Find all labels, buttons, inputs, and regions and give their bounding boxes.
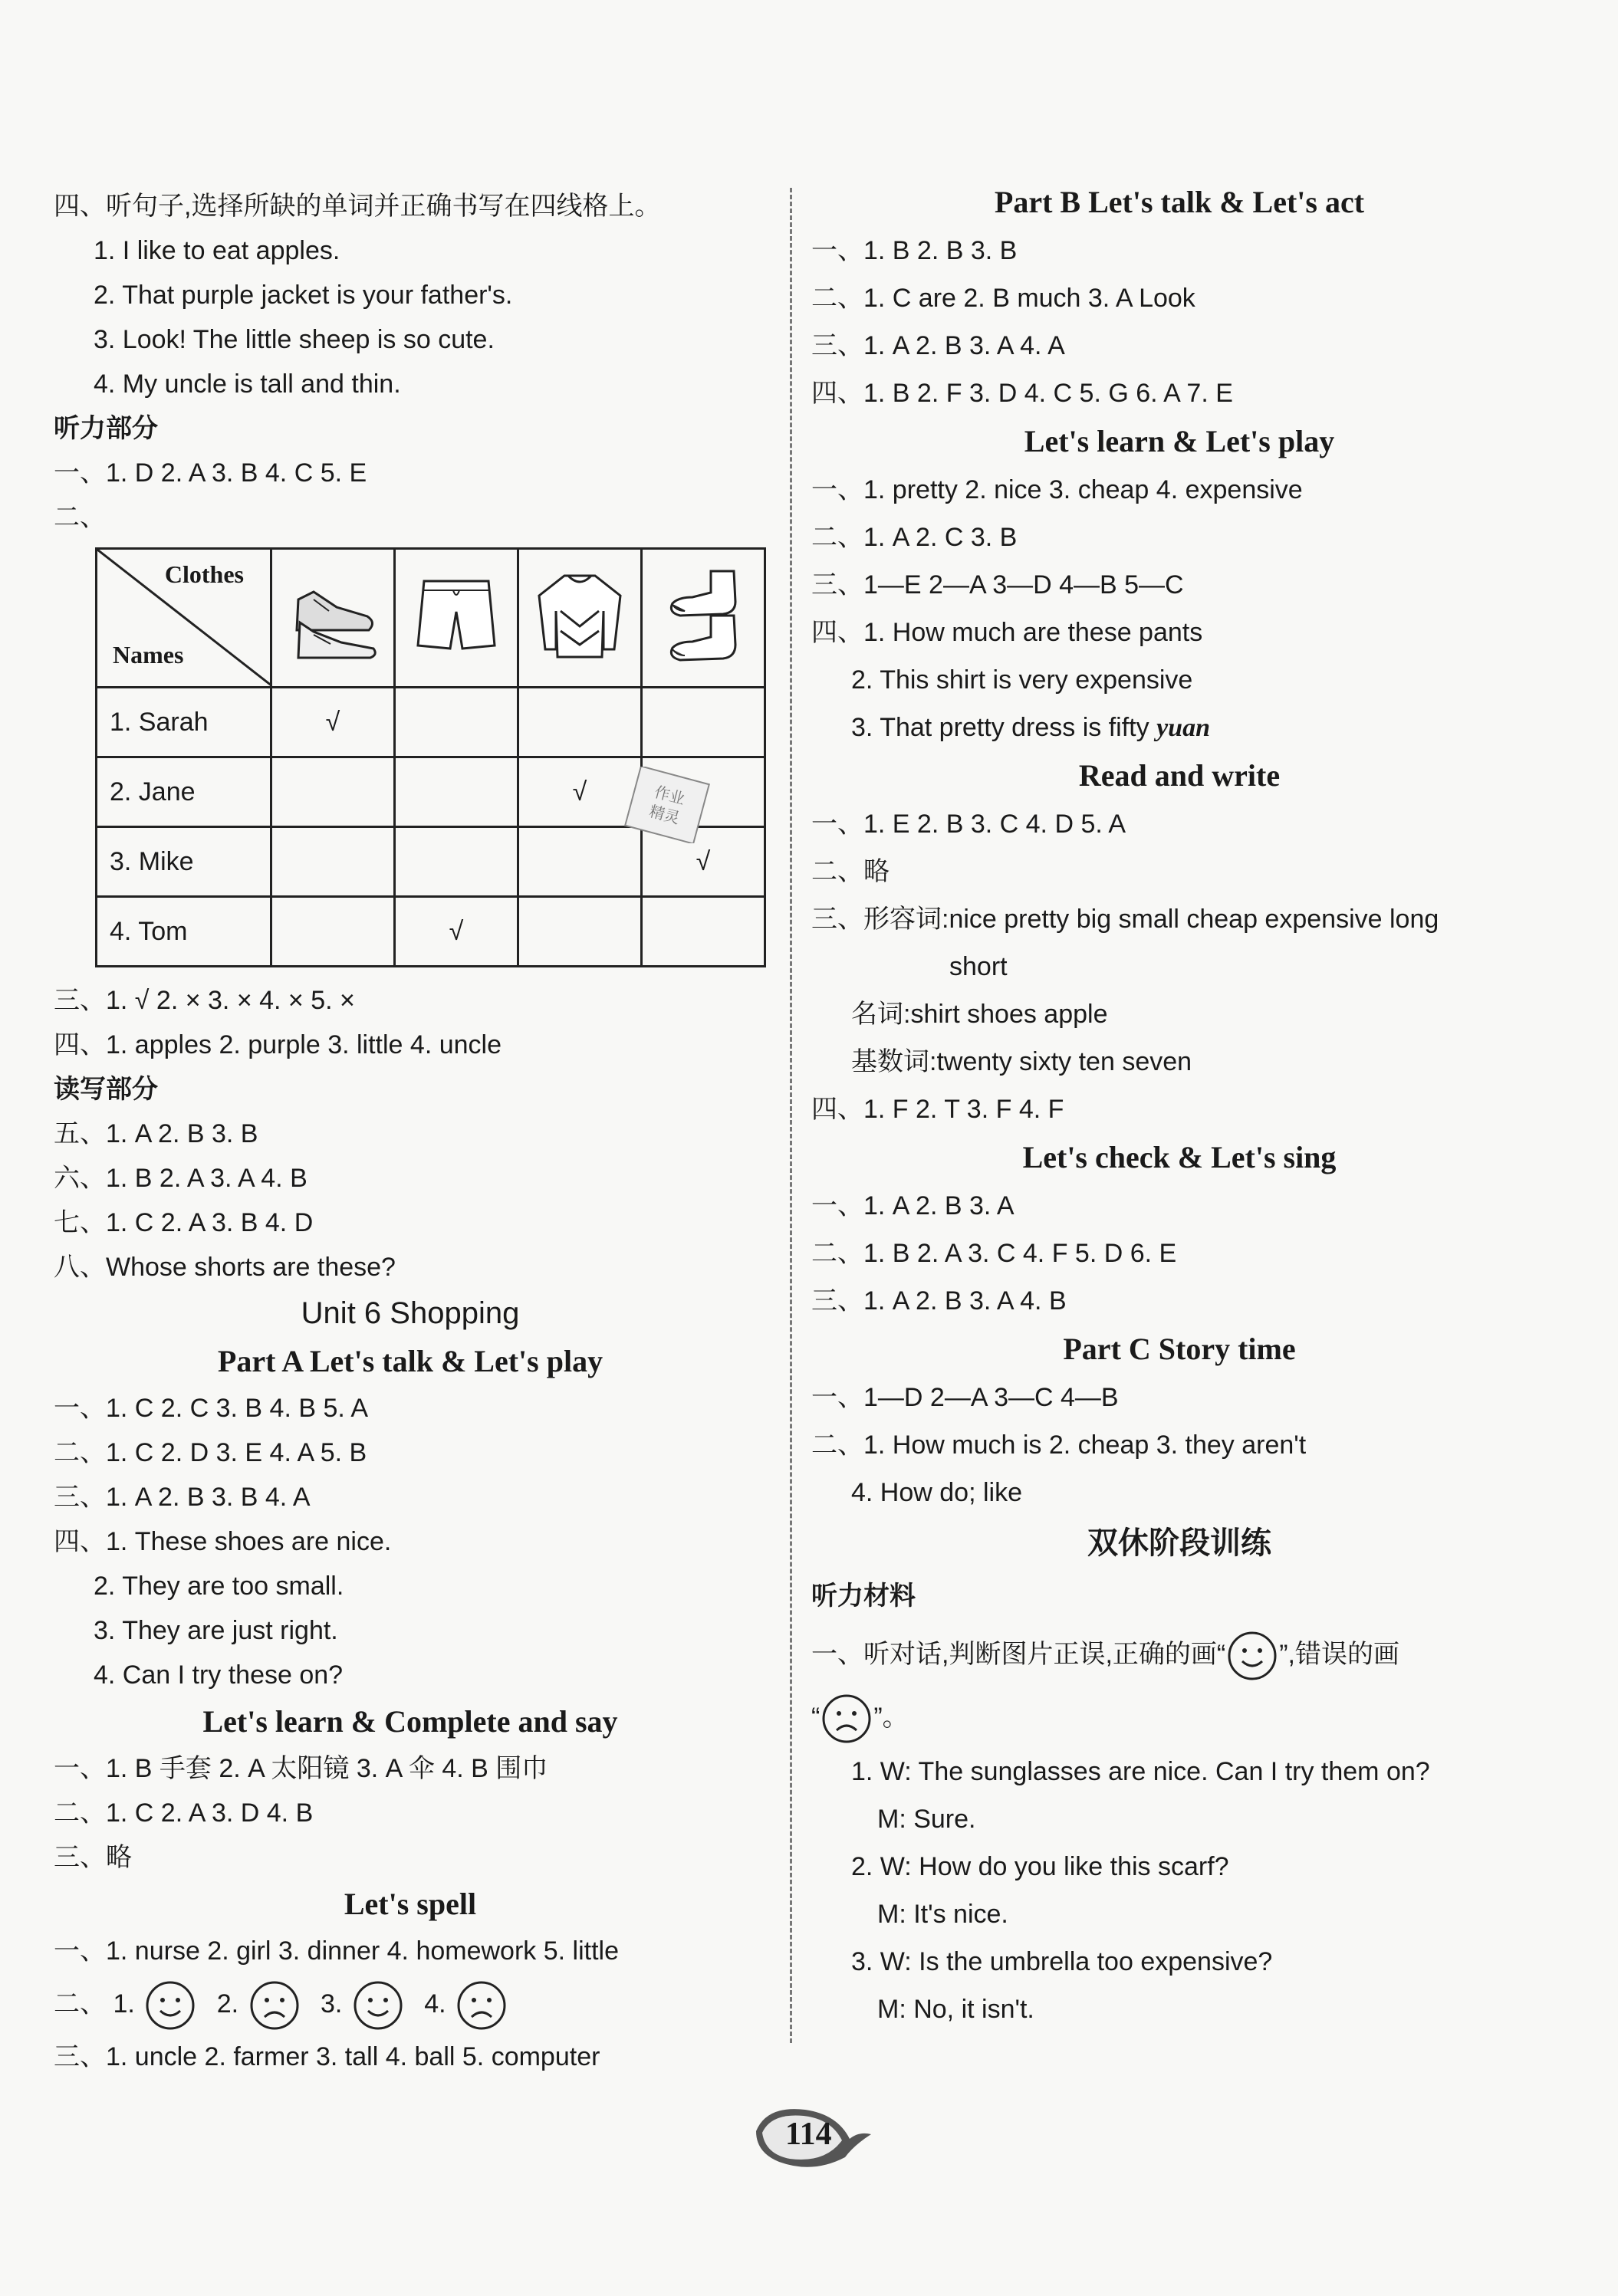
answer-line: 二、略 — [811, 857, 890, 886]
face-num: 3. — [320, 1989, 343, 2018]
answer-line: 3. Look! The little sheep is so cute. — [94, 325, 495, 354]
sneakers-cell — [271, 549, 395, 688]
mark-cell — [642, 897, 765, 967]
dialogue-line: 2. W: How do you like this scarf? — [851, 1852, 1229, 1881]
answer-line: 1. I like to eat apples. — [94, 236, 340, 265]
answer-line: 2. This shirt is very expensive — [851, 665, 1193, 695]
answer-line: 三、形容词:nice pretty big small cheap expensive long — [811, 905, 1439, 934]
answer-line: 六、1. B 2. A 3. A 4. B — [54, 1164, 307, 1193]
answer-line: 八、Whose shorts are these? — [54, 1253, 396, 1282]
weekend-title: 双休阶段训练 — [1087, 1526, 1271, 1560]
smiley-face-icon — [353, 1980, 403, 2031]
answer-line: 四、1. How much are these pants — [811, 618, 1203, 647]
answer-line: 二、 — [54, 503, 106, 532]
question-text: ”,错误的画 — [1279, 1640, 1399, 1669]
answer-line: 二、1. A 2. C 3. B — [811, 523, 1018, 552]
learn-play-title: Let's learn & Let's play — [1024, 424, 1335, 458]
question-text: ”。 — [873, 1703, 909, 1732]
answer-line: 一、1. pretty 2. nice 3. cheap 4. expensive — [811, 475, 1303, 504]
mark-cell — [271, 757, 395, 827]
answer-line: 3. They are just right. — [94, 1616, 338, 1645]
answer-line: 三、1. A 2. B 3. A 4. B — [811, 1286, 1067, 1316]
sad-face-icon — [249, 1980, 300, 2031]
mark-cell — [271, 897, 395, 967]
svg-text:精灵: 精灵 — [647, 801, 682, 828]
dialogue-line: M: It's nice. — [877, 1900, 1008, 1929]
answer-line: 四、1. F 2. T 3. F 4. F — [811, 1095, 1064, 1124]
answer-text: 3. That pretty dress is fifty — [851, 713, 1157, 742]
face-num: 2. — [216, 1989, 239, 2018]
row-name: 3. Mike — [97, 827, 271, 897]
shorts-icon — [410, 569, 502, 661]
yuan-word: yuan — [1156, 714, 1210, 742]
answer-line: 四、1. B 2. F 3. D 4. C 5. G 6. A 7. E — [811, 379, 1233, 408]
learn-title: Let's learn & Complete and say — [202, 1704, 618, 1739]
mark-cell — [395, 757, 518, 827]
answer-line: 2. That purple jacket is your father's. — [94, 281, 513, 310]
mark-cell — [518, 897, 642, 967]
answer-line: 二、1. B 2. A 3. C 4. F 5. D 6. E — [811, 1239, 1177, 1268]
table-row — [97, 897, 765, 967]
answer-line — [811, 704, 1547, 751]
sweater-icon — [530, 565, 630, 665]
mark-cell — [395, 827, 518, 897]
part-b-title: Part B Let's talk & Let's act — [994, 185, 1365, 219]
answer-line: 4. How do; like — [851, 1478, 1022, 1507]
homework-stamp — [621, 767, 713, 843]
answer-line: 一、1. D 2. A 3. B 4. C 5. E — [54, 458, 367, 488]
answer-line: 一、1. A 2. B 3. A — [811, 1191, 1015, 1220]
spell-title: Let's spell — [344, 1887, 477, 1921]
mark-cell — [518, 688, 642, 757]
dialogue-line: M: No, it isn't. — [877, 1995, 1034, 2024]
material-label: 听力材料 — [811, 1582, 916, 1611]
socks-cell — [642, 549, 765, 688]
answer-line: 一、1. E 2. B 3. C 4. D 5. A — [811, 810, 1126, 839]
answer-line: 二、1. C are 2. B much 3. A Look — [811, 284, 1195, 313]
part-c-title: Part C Story time — [1063, 1332, 1296, 1366]
dialogue-line: M: Sure. — [877, 1805, 976, 1834]
shorts-cell — [395, 549, 518, 688]
table-header-cell — [97, 549, 271, 688]
answer-line: 三、1. √ 2. × 3. × 4. × 5. × — [54, 986, 355, 1015]
left-column — [54, 184, 767, 2079]
answer-line: short — [949, 952, 1008, 981]
mark-cell: √ — [642, 827, 765, 897]
column-divider — [790, 188, 792, 2043]
listening-label: 听力部分 — [54, 414, 158, 443]
socks-icon — [657, 565, 749, 665]
clothes-table — [95, 547, 766, 967]
face-num: 4. — [424, 1989, 446, 2018]
table-row — [97, 688, 765, 757]
row-name: 2. Jane — [97, 757, 271, 827]
faces-prefix: 二、 — [54, 1989, 106, 2018]
sad-face-icon — [821, 1693, 872, 1744]
header-names: Names — [113, 641, 184, 668]
answer-line: 一、1. C 2. C 3. B 4. B 5. A — [54, 1394, 369, 1423]
answer-line: 一、1. B 2. B 3. B — [811, 236, 1018, 265]
answer-line: 二、1. How much is 2. cheap 3. they aren't — [811, 1430, 1307, 1460]
reading-label: 读写部分 — [54, 1075, 158, 1104]
question-line — [811, 1687, 1547, 1748]
section-title: 四、听句子,选择所缺的单词并正确书写在四线格上。 — [54, 192, 661, 221]
question-line — [811, 1622, 1547, 1687]
mark-cell: √ — [395, 897, 518, 967]
answer-line: 二、1. C 2. A 3. D 4. B — [54, 1798, 314, 1828]
sweater-cell — [518, 549, 642, 688]
header-clothes: Clothes — [164, 560, 244, 588]
answer-line: 一、1. nurse 2. girl 3. dinner 4. homework 5. little — [54, 1936, 619, 1966]
face-num: 1. — [113, 1989, 135, 2018]
answer-line: 四、1. apples 2. purple 3. little 4. uncle — [54, 1030, 502, 1059]
answer-line: 名词:shirt shoes apple — [851, 1000, 1108, 1029]
answer-line: 三、略 — [54, 1843, 132, 1872]
unit-title: Unit 6 Shopping — [301, 1296, 520, 1330]
mark-cell — [642, 688, 765, 757]
answer-line: 三、1—E 2—A 3—D 4—B 5—C — [811, 570, 1184, 599]
answer-line: 三、1. A 2. B 3. A 4. A — [811, 331, 1065, 360]
answer-line: 2. They are too small. — [94, 1572, 344, 1601]
answer-line: 四、1. These shoes are nice. — [54, 1527, 392, 1556]
page-number: 114 — [785, 2117, 832, 2152]
faces-line — [54, 1973, 767, 2035]
svg-text:作业: 作业 — [652, 782, 687, 809]
answer-line: 七、1. C 2. A 3. B 4. D — [54, 1208, 314, 1237]
question-text: “ — [811, 1703, 821, 1732]
mark-cell: √ — [518, 757, 642, 827]
row-name: 1. Sarah — [97, 688, 271, 757]
answer-line: 三、1. A 2. B 3. B 4. A — [54, 1483, 311, 1512]
right-column — [811, 178, 1547, 2033]
answer-line: 一、1—D 2—A 3—C 4—B — [811, 1383, 1119, 1412]
answer-line: 基数词:twenty sixty ten seven — [851, 1047, 1192, 1076]
mark-cell — [395, 688, 518, 757]
answer-line: 二、1. C 2. D 3. E 4. A 5. B — [54, 1438, 367, 1467]
mark-cell — [271, 827, 395, 897]
answer-line: 一、1. B 手套 2. A 太阳镜 3. A 伞 4. B 围巾 — [54, 1754, 548, 1783]
smiley-face-icon — [1227, 1631, 1278, 1681]
answer-line: 五、1. A 2. B 3. B — [54, 1119, 258, 1148]
sneakers-icon — [283, 569, 383, 661]
check-sing-title: Let's check & Let's sing — [1022, 1140, 1337, 1174]
mark-cell: √ — [271, 688, 395, 757]
sad-face-icon — [456, 1980, 507, 2031]
answer-line: 4. My uncle is tall and thin. — [94, 370, 401, 399]
dialogue-line: 3. W: Is the umbrella too expensive? — [851, 1947, 1273, 1976]
answer-line: 三、1. uncle 2. farmer 3. tall 4. ball 5. computer — [54, 2042, 600, 2071]
smiley-face-icon — [145, 1980, 196, 2031]
dialogue-line: 1. W: The sunglasses are nice. Can I try them on? — [851, 1757, 1430, 1786]
page-number-badge — [751, 2101, 874, 2170]
part-a-title: Part A Let's talk & Let's play — [217, 1344, 603, 1378]
row-name: 4. Tom — [97, 897, 271, 967]
question-text: 一、听对话,判断图片正误,正确的画“ — [811, 1640, 1226, 1669]
answer-line: 4. Can I try these on? — [94, 1660, 344, 1690]
read-write-title: Read and write — [1078, 758, 1281, 793]
